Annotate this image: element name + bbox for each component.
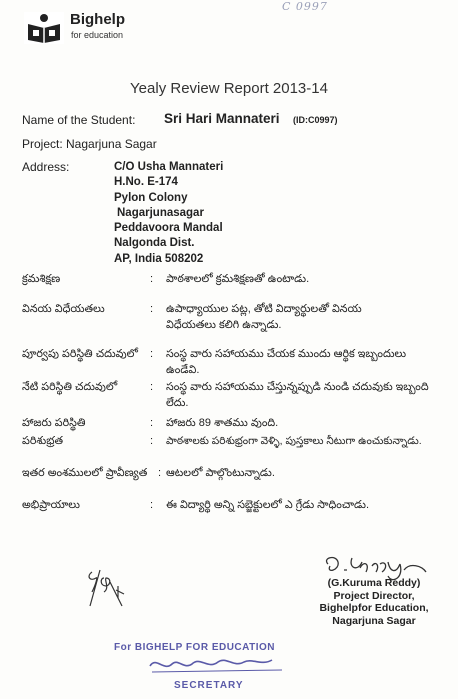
address-line: Peddavoora Mandal [114,222,223,235]
review-key: ఇతర అంశములలో ప్రావీణ్యత [22,467,148,479]
address-line: Pylon Colony [114,191,188,204]
review-key: వినయ విధేయతలు [22,303,105,315]
review-value-cont: లేదు. [166,397,189,409]
review-value-cont: విధేయతలు కలిగి ఉన్నాడు. [166,319,282,331]
svg-text:For BIGHELP FOR EDUCATION: For BIGHELP FOR EDUCATION [114,642,276,653]
review-row-obedience [0,300,458,336]
signatory-block [304,577,444,627]
address-line: AP, India 508202 [114,252,204,265]
colon: : [150,499,154,511]
colon: : [150,417,154,429]
bighelp-logo [24,12,64,44]
student-name: Sri Hari Mannateri [164,111,280,126]
review-value: సంస్థ వారు సహాయము చేయక ముందు ఆర్థిక ఇబ్బందులు [166,348,407,360]
brand-name: Bighelp [70,11,125,28]
review-value: సంస్థ వారు సహాయము చేస్తున్నప్పుడి నుండి చదువుకు ఇబ్బంది [166,381,429,393]
svg-text:SECRETARY: SECRETARY [174,680,244,691]
review-key: పూర్వపు పరిస్థితి చదువులో [22,348,138,360]
address-line: C/O Usha Mannateri [114,161,224,173]
colon: : [150,381,154,393]
handwritten-date [84,568,128,610]
review-key: క్రమశిక్షణ [22,273,61,285]
colon: : [150,348,154,360]
project-value: Nagarjuna Sagar [66,137,157,151]
organization-stamp [112,636,292,694]
address-line: Nagarjunasagar [117,206,204,219]
colon: : [150,273,154,285]
address-line: Nalgonda Dist. [114,237,195,250]
review-key: పరిశుభ్రత [22,435,64,447]
review-value: పాఠశాలలో క్రమశిక్షణతో ఉంటాడు. [166,273,310,285]
review-key: అభిప్రాయాలు [22,499,80,511]
address-line: H.No. E-174 [114,176,178,189]
corner-handwritten-note: C 0997 [282,0,328,13]
review-value: ఈ విద్యార్థి అన్ని సబ్జెక్టులలో ఎ గ్రేడు సాధించాడు. [166,499,370,511]
review-value: ఆటలలో పాల్గొంటున్నాడు. [166,467,275,479]
review-row-cleanliness [0,432,458,450]
signatory-org: Bighelpfor Education, [319,602,429,614]
colon: : [158,467,162,479]
review-row-other-skills [0,464,458,482]
signatory-role: Project Director, [333,589,415,602]
review-key: హాజరు పరిస్థితి [22,417,86,429]
review-value-cont: ఉండేవి. [166,364,200,376]
signatory-name: (G.Kuruma Reddy) [327,577,421,589]
review-row-past-study [0,345,458,381]
signatory-place: Nagarjuna Sagar [332,614,416,627]
brand-tagline: for education [71,30,124,40]
review-value: పాఠశాలకు పరిశుభ్రంగా వెళ్ళి, పుస్తకాలు నీటుగా ఉంచుకున్నాడు. [166,435,422,447]
student-name-label: Name of the Student: [22,113,136,127]
colon: : [150,435,154,447]
report-title: Yealy Review Report 2013-14 [130,80,328,97]
review-row-remarks [0,496,458,514]
address-block [114,160,223,267]
colon: : [150,303,154,315]
review-value: హాజరు 89 శాతము వుంది. [166,417,279,429]
review-row-attendance [0,414,458,432]
address-label: Address: [22,160,70,174]
student-id: (ID:C0997) [293,115,338,125]
review-row-present-study [0,378,458,414]
review-value: ఉపాధ్యాయుల పట్ల, తోటి విద్యార్థులతో వినయ [166,303,362,315]
project-label: Project: [22,137,63,151]
review-row-discipline [0,270,458,288]
review-key: నేటి పరిస్థితి చదువులో [22,381,118,393]
